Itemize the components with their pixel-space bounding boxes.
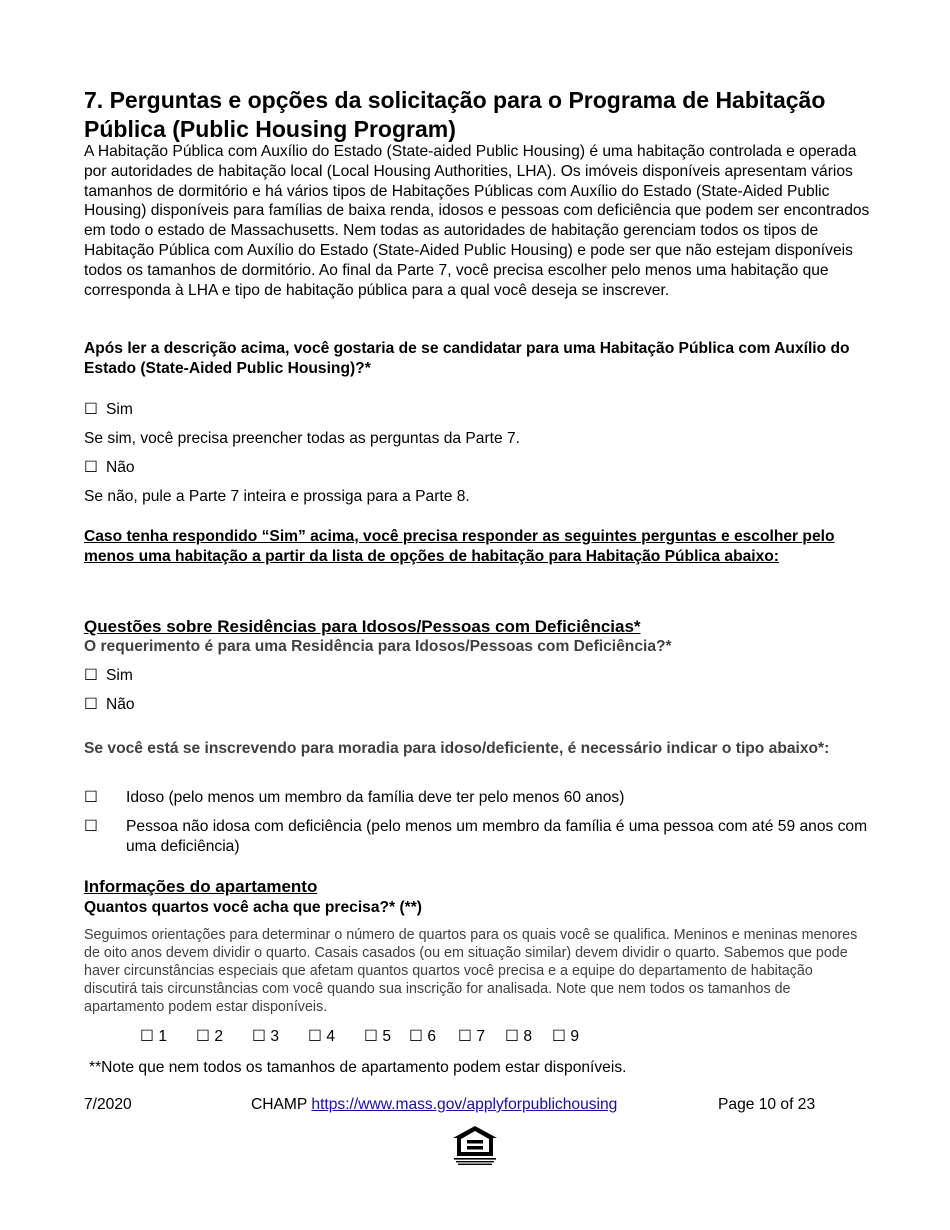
bedroom-option-1[interactable] (140, 1027, 167, 1047)
bedrooms-guidance: Seguimos orientações para determinar o número de quartos para os quais você se qualifica. Meninos e meninas menores de oito anos devem dividir o quarto. Casais casados (ou em situação similar) devem dividir o quarto. Sabemos que pode haver circunstâncias especiais que afetam quantos quartos você precisa e a equipe do departamento de habitação discutirá tais circunstâncias com você quando sua inscrição for analisada. Note que nem todos os tamanhos de apartamento podem estar disponíveis. (84, 927, 858, 1015)
bedroom-label: 7 (476, 1028, 486, 1045)
footer-link[interactable]: https://www.mass.gov/applyforpublichousing (311, 1096, 618, 1113)
elderly-yes-label: Sim (106, 667, 133, 684)
bedroom-option-4[interactable] (308, 1027, 335, 1047)
checkbox-icon[interactable]: ☐ (308, 1028, 322, 1045)
elderly-type-question: Se você está se inscrevendo para moradia para idoso/deficiente, é necessário indicar o tipo abaixo*: (84, 740, 830, 757)
checkbox-icon[interactable]: ☐ (552, 1028, 566, 1045)
apply-yes-note: Se sim, você precisa preencher todas as perguntas da Parte 7. (84, 430, 521, 447)
apply-yes-label: Sim (106, 401, 133, 418)
checkbox-icon[interactable]: ☐ (409, 1028, 423, 1045)
type-disabled-checkbox[interactable]: ☐ (84, 818, 98, 835)
apartment-note: **Note que nem todos os tamanhos de apartamento podem estar disponíveis. (89, 1059, 627, 1076)
footer-org (251, 1095, 617, 1115)
bedroom-label: 4 (326, 1028, 336, 1045)
apply-no-note: Se não, pule a Parte 7 inteira e prossiga para a Parte 8. (84, 488, 470, 505)
bedroom-label: 5 (382, 1028, 392, 1045)
equal-housing-opportunity-icon (451, 1124, 499, 1166)
elderly-heading: Questões sobre Residências para Idosos/Pessoas com Deficiências* (84, 617, 641, 636)
bedroom-option-5[interactable] (364, 1027, 391, 1047)
elderly-no-option[interactable] (84, 695, 135, 715)
type-elderly-label: Idoso (pelo menos um membro da família deve ter pelo menos 60 anos) (126, 789, 625, 806)
checkbox-icon[interactable]: ☐ (196, 1028, 210, 1045)
apply-no-checkbox[interactable]: ☐ (84, 459, 98, 476)
checkbox-icon[interactable]: ☐ (140, 1028, 154, 1045)
apply-question: Após ler a descrição acima, você gostaria de se candidatar para uma Habitação Pública com Auxílio do Estado (State-Aided Public Housing)?* (84, 340, 850, 377)
bedroom-option-3[interactable] (252, 1027, 279, 1047)
apply-no-option[interactable] (84, 458, 135, 478)
elderly-no-label: Não (106, 696, 135, 713)
apply-yes-option[interactable] (84, 400, 133, 420)
bedroom-option-6[interactable] (409, 1027, 436, 1047)
bedroom-label: 3 (270, 1028, 280, 1045)
bedroom-label: 6 (427, 1028, 437, 1045)
type-disabled-label: Pessoa não idosa com deficiência (pelo menos um membro da família é uma pessoa com até 59 anos com uma deficiência) (126, 818, 868, 855)
apply-no-label: Não (106, 459, 135, 476)
bedroom-label: 8 (523, 1028, 533, 1045)
bedroom-label: 9 (570, 1028, 580, 1045)
bedroom-option-9[interactable] (552, 1027, 579, 1047)
checkbox-icon[interactable]: ☐ (458, 1028, 472, 1045)
bedroom-option-2[interactable] (196, 1027, 223, 1047)
elderly-question: O requerimento é para uma Residência para Idosos/Pessoas com Deficiência?* (84, 638, 672, 655)
bedroom-option-7[interactable] (458, 1027, 485, 1047)
instruction-text: Caso tenha respondido “Sim” acima, você precisa responder as seguintes perguntas e escolher pelo menos uma habitação a partir da lista de opções de habitação para Habitação Pública abaixo: (84, 528, 835, 565)
elderly-no-checkbox[interactable]: ☐ (84, 696, 98, 713)
section-title: 7. Perguntas e opções da solicitação para o Programa de Habitação Pública (Public Housing Program) (84, 87, 826, 142)
bedroom-label: 1 (158, 1028, 168, 1045)
checkbox-icon[interactable]: ☐ (505, 1028, 519, 1045)
checkbox-icon[interactable]: ☐ (252, 1028, 266, 1045)
checkbox-icon[interactable]: ☐ (364, 1028, 378, 1045)
type-option-disabled[interactable] (84, 817, 884, 857)
elderly-yes-option[interactable] (84, 666, 133, 686)
bedroom-label: 2 (214, 1028, 224, 1045)
footer-org-label: CHAMP (251, 1096, 308, 1113)
apply-yes-checkbox[interactable]: ☐ (84, 401, 98, 418)
bedrooms-question: Quantos quartos você acha que precisa?* (**) (84, 899, 422, 916)
footer-page-number: Page 10 of 23 (718, 1096, 816, 1113)
section-intro: A Habitação Pública com Auxílio do Estado (State-aided Public Housing) é uma habitação controlada e operada por autoridades de habitação local (Local Housing Authorities, LHA). Os imóveis disponíveis apresentam vários tamanhos de dormitório e há vários tipos de Habitações Públicas com Auxílio do Estado (State-Aided Public Housing) disponíveis para famílias de baixa renda, idosos e pessoas com deficiência que podem ser encontrados em todo o estado de Massachusetts. Nem todas as autoridades de habitação gerenciam todos os tipos de Habitação Pública com Auxílio do Estado (State-Aided Public Housing) e pode ser que não estejam disponíveis todos os tamanhos de dormitório. Ao final da Parte 7, você precisa escolher pelo menos uma habitação que corresponda à LHA e tipo de habitação pública para a qual você deseja se inscrever. (84, 143, 870, 299)
elderly-yes-checkbox[interactable]: ☐ (84, 667, 98, 684)
type-option-elderly[interactable] (84, 788, 884, 808)
footer-date: 7/2020 (84, 1096, 132, 1113)
bedroom-option-8[interactable] (505, 1027, 532, 1047)
apartment-heading: Informações do apartamento (84, 877, 318, 896)
type-elderly-checkbox[interactable]: ☐ (84, 789, 98, 806)
